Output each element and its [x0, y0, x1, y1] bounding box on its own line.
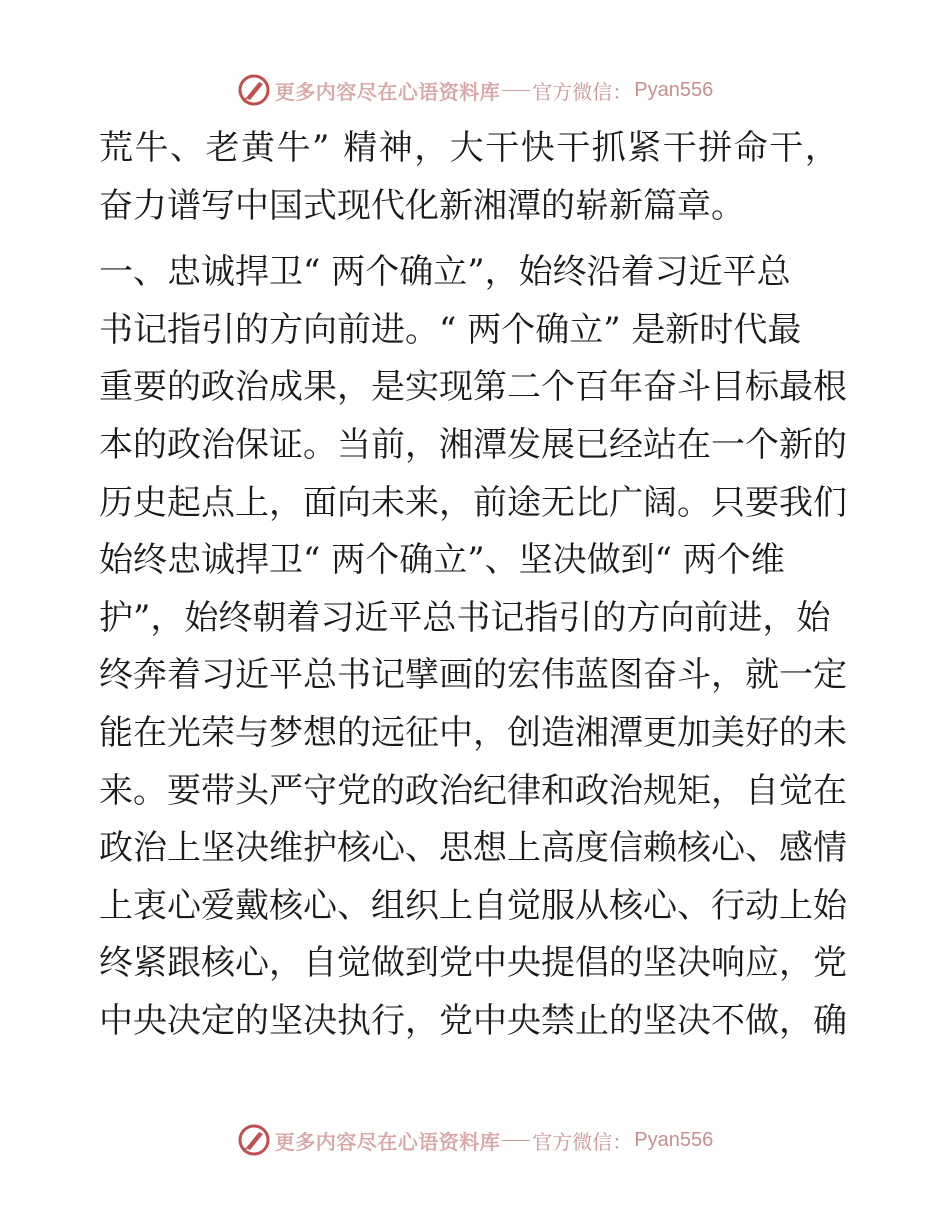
- text-line: 书记指引的方向前进。“ 两个确立” 是新时代最: [99, 309, 802, 350]
- text-line: 能在光荣与梦想的远征中，创造湘潭更加美好的未: [99, 712, 847, 753]
- quill-logo-icon: [237, 1123, 271, 1157]
- text-line: 奋力谱写中国式现代化新湘潭的崭新篇章。: [99, 185, 745, 226]
- text-line: 本的政治保证。当前，湘潭发展已经站在一个新的: [99, 424, 847, 465]
- text-line: 政治上坚决维护核心、思想上高度信赖核心、感情: [99, 828, 847, 869]
- text-line: 护”，始终朝着习近平总书记指引的方向前进，始: [99, 597, 831, 638]
- watermark-wechat-id: Pyan556: [634, 78, 714, 101]
- quill-logo-icon: [237, 73, 271, 107]
- text-line: 来。要带头严守党的政治纪律和政治规矩，自觉在: [99, 770, 847, 811]
- text-line: 荒牛、老黄牛” 精神，大干快干抓紧干拼命干，: [99, 128, 841, 168]
- section-heading-line: 一、忠诚捍卫“ 两个确立”，始终沿着习近平总: [99, 252, 791, 293]
- text-line: 历史起点上，面向未来，前途无比广阔。只要我们: [99, 482, 847, 523]
- header-watermark: [0, 70, 950, 110]
- text-line: 始终忠诚捍卫“ 两个确立”、坚决做到“ 两个维: [99, 540, 785, 581]
- watermark-wechat-id: Pyan556: [634, 1128, 714, 1151]
- text-line: 上衷心爱戴核心、组织上自觉服从核心、行动上始: [99, 885, 847, 926]
- text-line: 终紧跟核心，自觉做到党中央提倡的坚决响应，党: [99, 943, 847, 984]
- text-line: 终奔着习近平总书记擘画的宏伟蓝图奋斗，就一定: [99, 655, 847, 696]
- footer-watermark: [0, 1120, 950, 1160]
- text-line: 重要的政治成果，是实现第二个百年奋斗目标最根: [99, 367, 847, 408]
- text-line: 中央决定的坚决执行，党中央禁止的坚决不做，确: [99, 1000, 847, 1041]
- watermark-site-text: 更多内容尽在心语资料库: [274, 1129, 501, 1154]
- document-body: [99, 120, 851, 1051]
- watermark-wechat-label: 官方微信：: [532, 79, 633, 104]
- watermark-wechat-label: 官方微信：: [532, 1129, 633, 1154]
- watermark-site-text: 更多内容尽在心语资料库: [274, 79, 501, 104]
- watermark-divider: [502, 90, 530, 91]
- watermark-divider: [502, 1140, 530, 1141]
